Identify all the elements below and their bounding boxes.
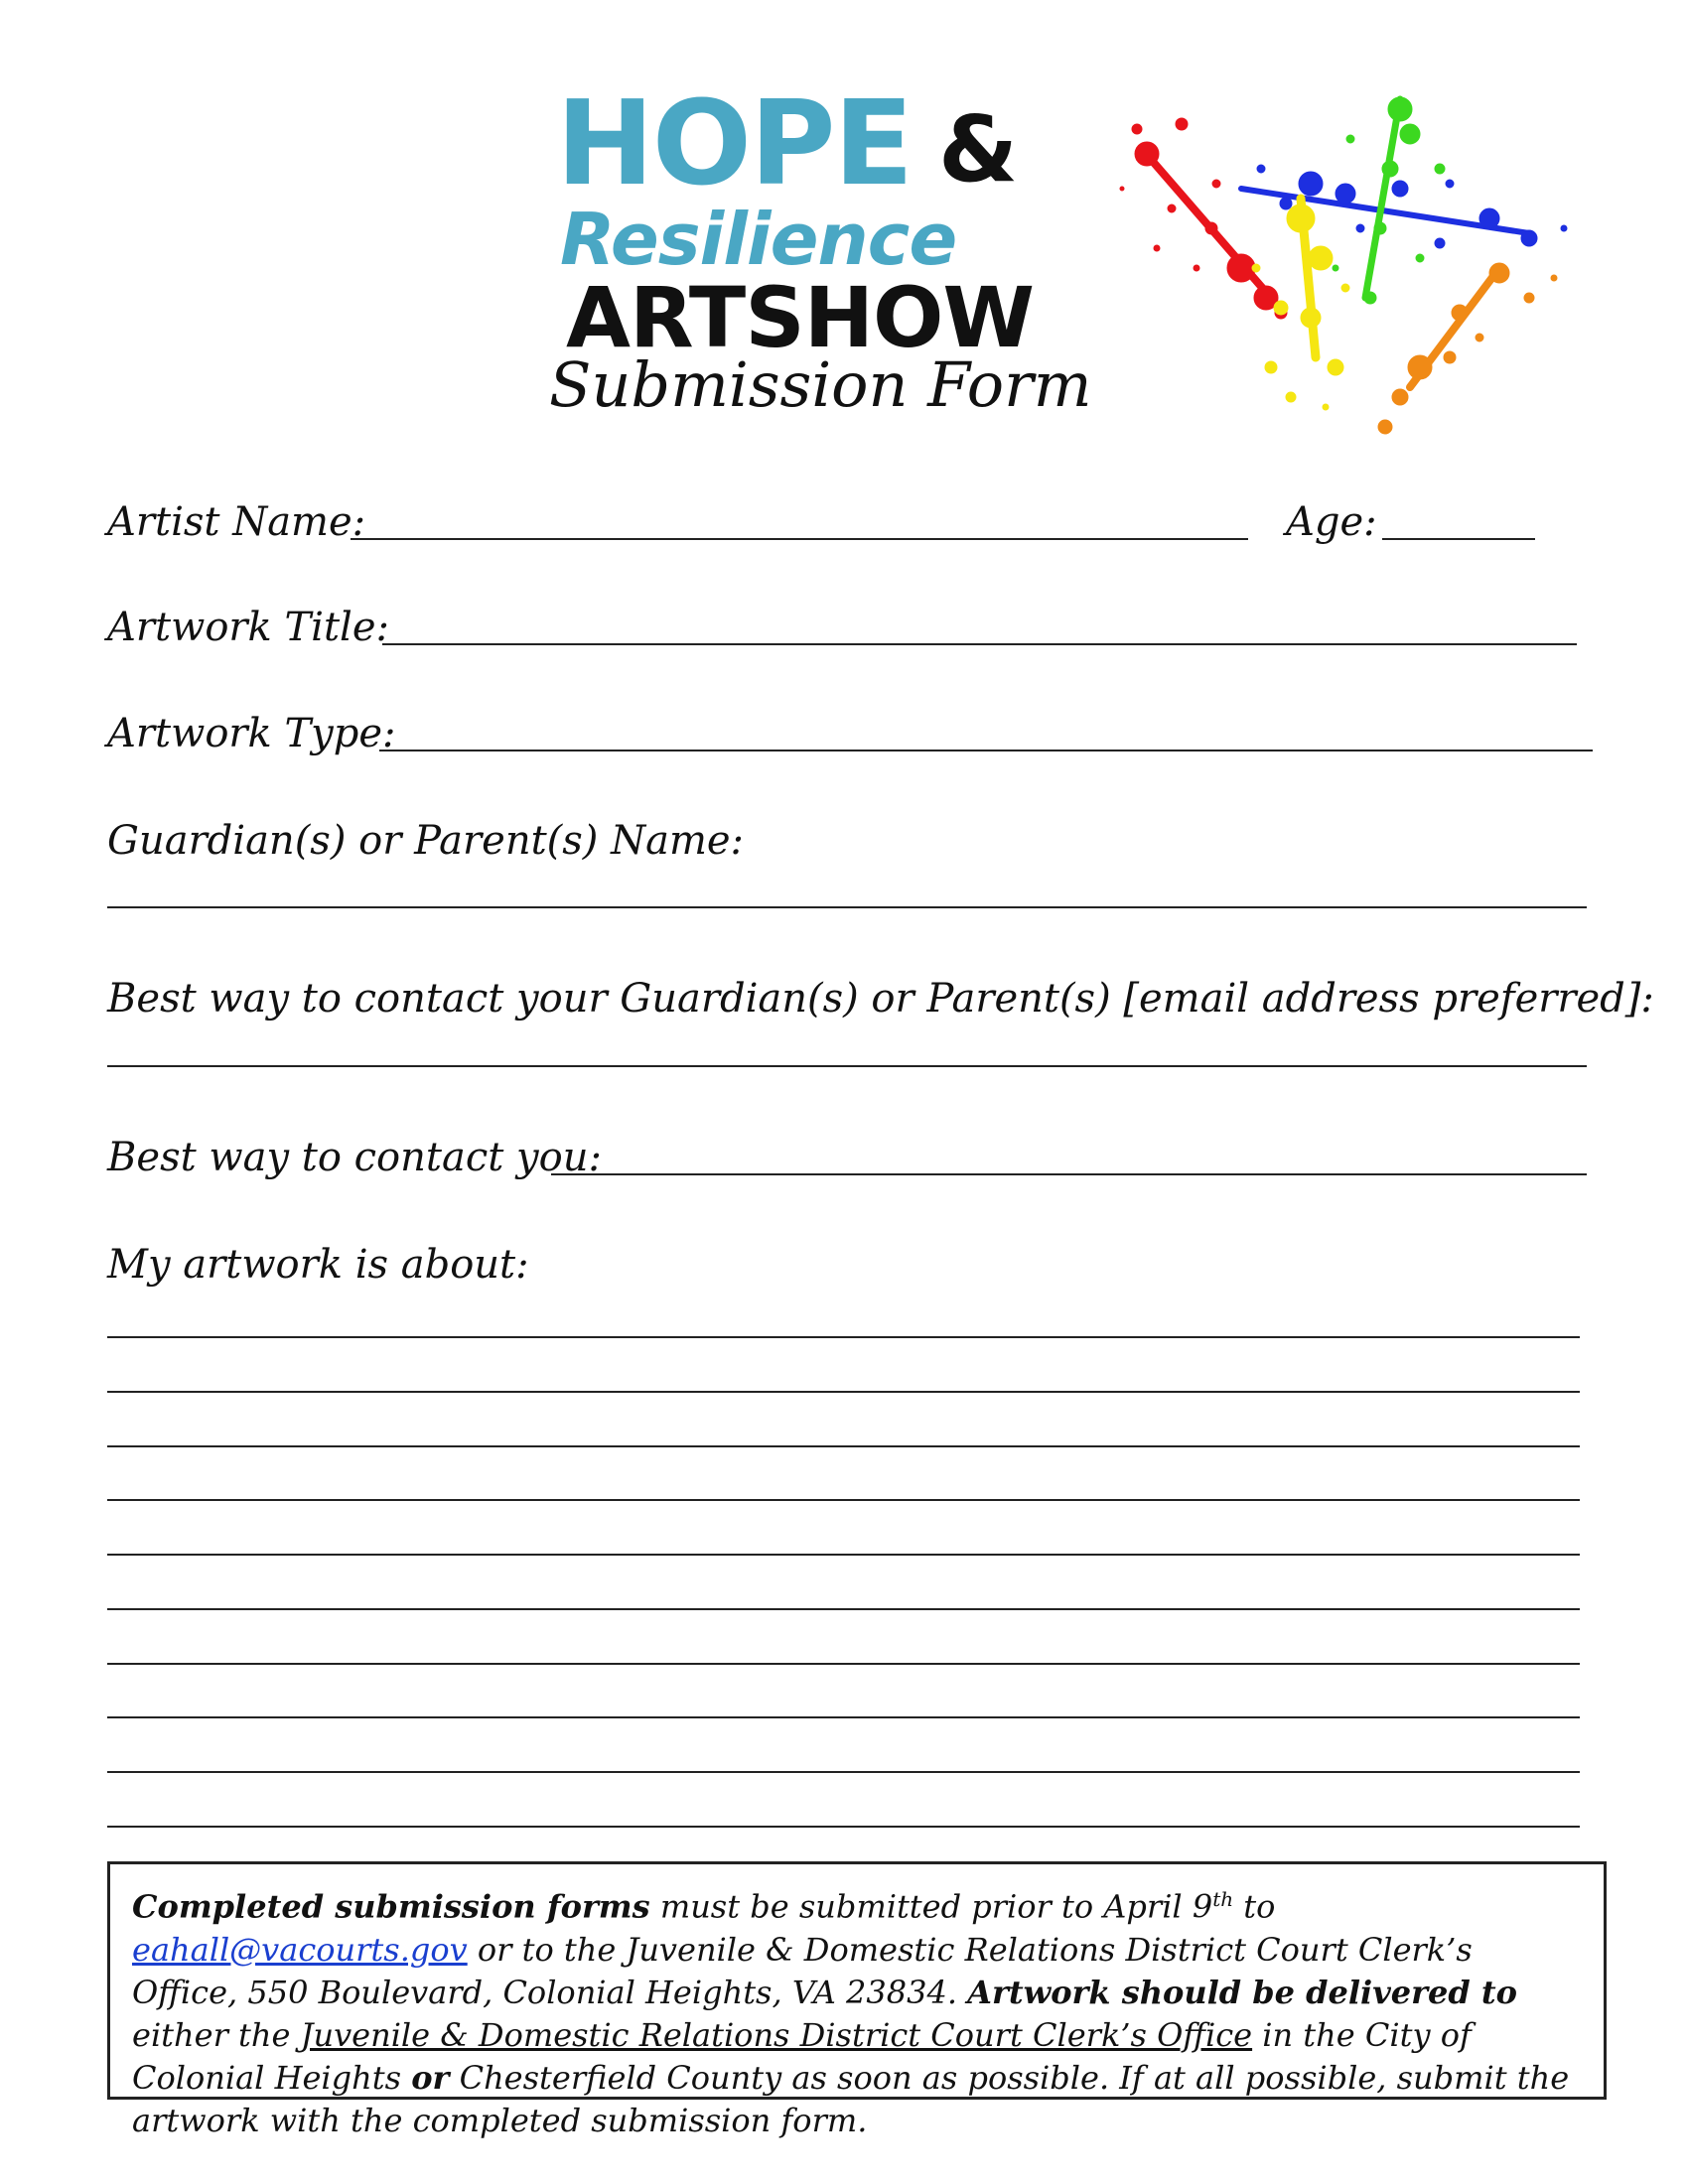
submission-notice-text <box>132 1878 1580 2142</box>
guardian-contact-label: Best way to contact your Guardian(s) or Parent(s) [email address preferred]: <box>107 976 1654 1022</box>
logo-ampersand: & <box>938 96 1019 203</box>
about-line[interactable] <box>107 1336 1580 1338</box>
about-line[interactable] <box>107 1608 1580 1610</box>
blue-splatter <box>1241 165 1567 248</box>
about-line[interactable] <box>107 1445 1580 1447</box>
notice-or: or <box>411 2058 450 2097</box>
about-line[interactable] <box>107 1554 1580 1556</box>
logo-hope-text: HOPE <box>556 74 913 211</box>
notice-to: to <box>1233 1887 1276 1926</box>
guardian-name-label: Guardian(s) or Parent(s) Name: <box>107 818 745 864</box>
your-contact-label: Best way to contact you: <box>107 1135 602 1180</box>
about-line[interactable] <box>107 1716 1580 1718</box>
about-line[interactable] <box>107 1499 1580 1501</box>
artwork-title-line[interactable] <box>382 643 1577 645</box>
about-line[interactable] <box>107 1826 1580 1828</box>
guardian-name-line[interactable] <box>107 906 1587 908</box>
logo-artshow-text: ARTSHOW <box>566 269 1035 366</box>
paint-splatter-icon <box>1112 69 1609 467</box>
age-line[interactable] <box>1382 538 1535 540</box>
notice-deadline: must be submitted prior to April 9 <box>649 1887 1213 1926</box>
artwork-type-line[interactable] <box>379 750 1593 751</box>
notice-city: in the City of Colonial Heights <box>132 2015 1472 2097</box>
artist-name-label: Artist Name: <box>107 499 366 545</box>
artist-name-line[interactable] <box>351 538 1248 540</box>
logo-resilience-text: Resilience <box>560 198 957 281</box>
notice-completed-forms: Completed submission forms <box>132 1887 650 1926</box>
about-line[interactable] <box>107 1771 1580 1773</box>
orange-splatter <box>1378 263 1557 434</box>
red-splatter <box>1120 118 1287 319</box>
artwork-type-label: Artwork Type: <box>107 711 396 756</box>
about-line[interactable] <box>107 1663 1580 1665</box>
notice-closing: Chesterfield County as soon as possible. If at all possible, submit the artwork with the completed submission form. <box>132 2058 1570 2139</box>
age-label: Age: <box>1286 499 1377 545</box>
form-title: Submission Form <box>549 348 1092 421</box>
clerk-office-link: Juvenile & Domestic Relations District Court Clerk’s Office <box>300 2015 1253 2054</box>
notice-either: either the <box>132 2015 301 2054</box>
about-line[interactable] <box>107 1391 1580 1393</box>
notice-deadline-suffix: th <box>1212 1887 1234 1911</box>
guardian-contact-line[interactable] <box>107 1065 1587 1067</box>
notice-artwork-delivery: Artwork should be delivered to <box>967 1973 1517 2011</box>
submission-notice-box <box>107 1861 1607 2139</box>
email-link[interactable]: eahall@vacourts.gov <box>132 1930 468 1969</box>
your-contact-line[interactable] <box>551 1173 1587 1175</box>
artwork-about-label: My artwork is about: <box>107 1242 529 1288</box>
notice-address: or to the Juvenile & Domestic Relations District Court Clerk’s Office, 550 Boulevard, Colonial Heights, VA 23834. <box>132 1930 1473 2011</box>
artwork-title-label: Artwork Title: <box>107 605 389 650</box>
